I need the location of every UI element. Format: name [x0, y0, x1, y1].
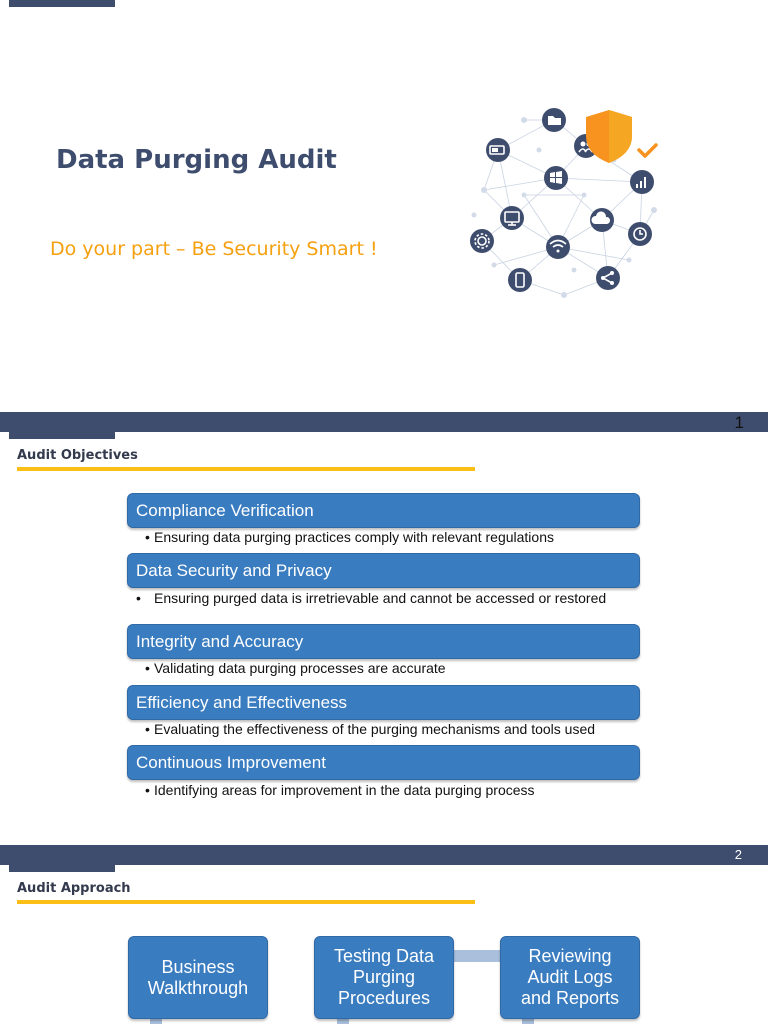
slide1-tagline: Do your part – Be Security Smart ! [50, 238, 378, 260]
slide1-footer-bar [0, 412, 768, 432]
slide1-title: Data Purging Audit [56, 145, 337, 175]
slide2-top-tab [9, 432, 115, 439]
objective-heading-integrity: Integrity and Accuracy [127, 624, 640, 659]
objective-bullet-efficiency: • Evaluating the effectiveness of the purging mechanisms and tools used [145, 721, 596, 737]
step-testing-procedures: Testing Data Purging Procedures [314, 936, 454, 1019]
objective-bullet-compliance: • Ensuring data purging practices comply with relevant regulations [145, 529, 554, 545]
slide2-footer-bar [0, 845, 768, 865]
objective-heading-compliance: Compliance Verification [127, 493, 640, 528]
objective-bullet-security: • Ensuring purged data is irretrievable and cannot be accessed or restored [136, 590, 607, 606]
slide3-section-title: Audit Approach [17, 881, 131, 896]
objective-bullet-improvement: • Identifying areas for improvement in the data purging process [145, 782, 535, 798]
slide1-page-number: 1 [734, 413, 744, 432]
step-reviewing-logs: Reviewing Audit Logs and Reports [500, 936, 640, 1019]
objective-heading-improvement: Continuous Improvement [127, 745, 640, 780]
step-connector [450, 950, 502, 962]
slide2-section-title: Audit Objectives [17, 448, 138, 463]
step-business-walkthrough: Business Walkthrough [128, 936, 268, 1019]
share-icon [596, 266, 620, 290]
gear-icon [470, 229, 494, 253]
slide1-top-tab [9, 0, 115, 7]
slide2-page-number: 2 [734, 847, 742, 862]
objective-heading-efficiency: Efficiency and Effectiveness [127, 685, 640, 720]
objective-bullet-integrity: • Validating data purging processes are accurate [145, 660, 446, 676]
slide2-title-underline [17, 467, 475, 471]
monitor-icon [500, 206, 524, 230]
slide3-top-tab [9, 865, 115, 872]
objective-heading-security: Data Security and Privacy [127, 553, 640, 588]
phone-icon [508, 268, 532, 292]
shield-check-icon [586, 110, 660, 163]
slide3-title-underline [17, 900, 475, 904]
security-network-graphic [464, 100, 664, 305]
wifi-icon [546, 235, 570, 259]
